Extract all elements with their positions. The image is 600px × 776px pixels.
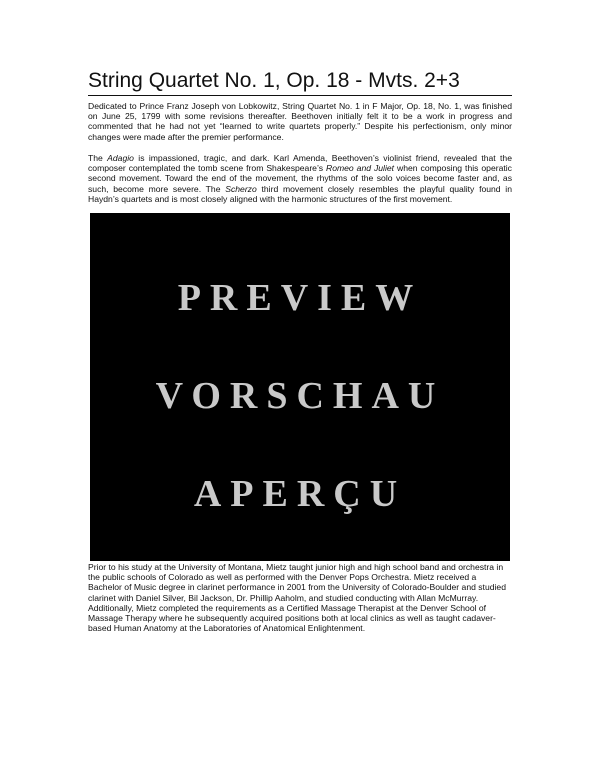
italic-adagio: Adagio bbox=[107, 153, 134, 163]
text-run: is impassioned, tragic, and dark. Karl Amenda, Beethoven’s violinist friend, revealed that the composer contemplated the tomb scene from Shakespeare’s bbox=[88, 153, 512, 174]
italic-romeo-and-juliet: Romeo and Juliet bbox=[326, 163, 395, 174]
watermark-vorschau: VORSCHAU bbox=[155, 375, 445, 417]
text-run: when composing this operatic second movement. Toward the end of the movement, the rhythms of the solo voices become faster and, as such, become more severe. The bbox=[88, 163, 512, 194]
paragraph-biography: Prior to his study at the University of Montana, Mietz taught junior high and high school band and orchestra in the public schools of Colorado as well as performed with the Denver Pops Orchestra. Mietz received a Bachelor of Music degree in clarinet performance in 2001 from the University of Colorado-Boulder and studied clarinet with Daniel Silver, Bil Jackson, Dr. Phillip Aaholm, and studied conducting with Allan McMurray. Additionally, Mietz completed the requirements as a Certified Massage Therapist at the Denver School of Massage Therapy where he subsequently acquired positions both at local clinics as well as taught cadaver-based Human Anatomy at the Laboratories of Anatomical Enlightenment. bbox=[88, 562, 506, 634]
text-run: third movement closely resembles the playful quality found in Haydn’s quartets and is most closely aligned with the harmonic structures of the first movement. bbox=[88, 183, 512, 204]
page-title: String Quartet No. 1, Op. 18 - Mvts. 2+3 bbox=[88, 69, 460, 92]
title-divider bbox=[88, 95, 512, 96]
paragraph-dedication: Dedicated to Prince Franz Joseph von Lobkowitz, String Quartet No. 1 in F Major, Op. 18, No. 1, was finished on June 25, 1799 with some revisions thereafter. Beethoven initially felt it to be a work in progress and commented that he had not yet “learned to write quartets properly.” Despite his perfectionism, only minor changes were made after the premier performance. bbox=[88, 101, 512, 142]
watermark-preview: PREVIEW bbox=[177, 277, 423, 319]
paragraph-movements bbox=[88, 153, 512, 204]
text-run: The bbox=[88, 153, 108, 163]
watermark-apercu: APERÇU bbox=[193, 473, 407, 515]
italic-scherzo: Scherzo bbox=[225, 183, 257, 194]
